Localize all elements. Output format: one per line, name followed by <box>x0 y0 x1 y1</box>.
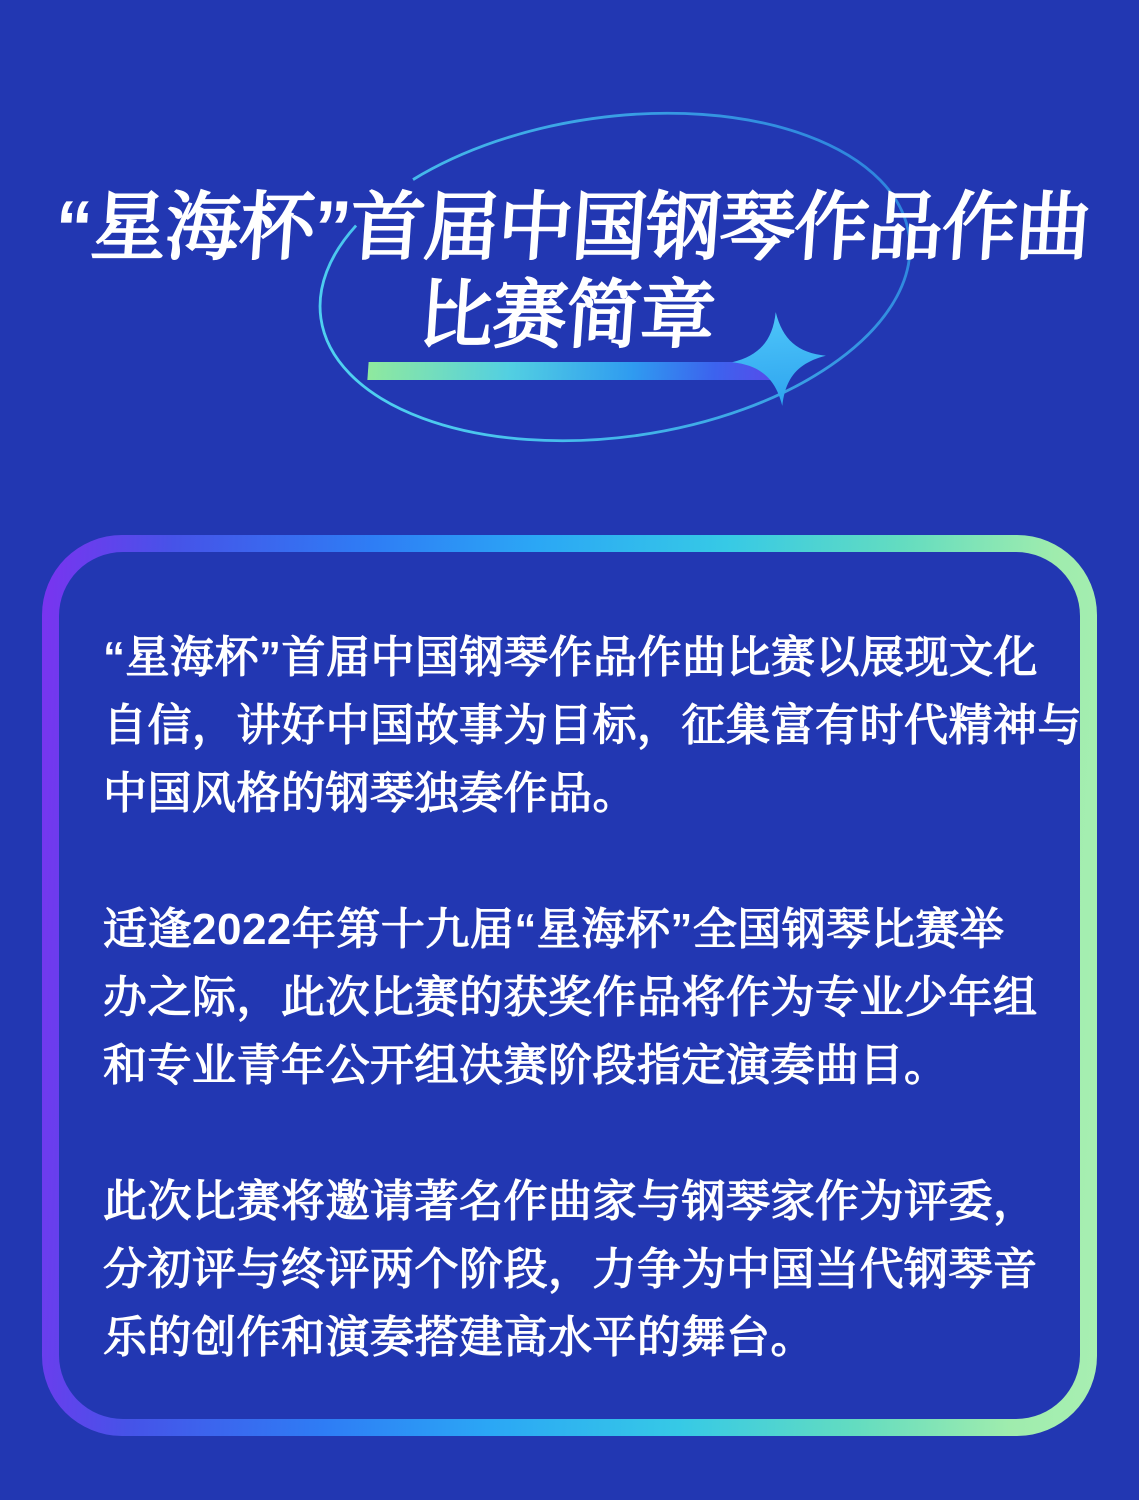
paragraph-line: “星海杯”首届中国钢琴作品作曲比赛以展现文化 <box>103 633 1038 682</box>
page-title-line1: “星海杯”首届中国钢琴作品作曲 <box>52 185 1094 269</box>
intro-paragraph-3 <box>103 1168 1038 1372</box>
intro-paragraph-1 <box>103 624 1082 828</box>
paragraph-line: 适逢2022年第十九届“星海杯”全国钢琴比赛举 <box>103 905 1005 954</box>
paragraph-line: 分初评与终评两个阶段，力争为中国当代钢琴音 <box>103 1245 1038 1294</box>
page-title-line2: 比赛简章 <box>415 273 718 357</box>
paragraph-line: 中国风格的钢琴独奏作品。 <box>103 769 637 818</box>
sparkle-star-icon <box>709 289 849 429</box>
intro-paragraph-2 <box>103 896 1038 1100</box>
paragraph-line: 自信，讲好中国故事为目标，征集富有时代精神与 <box>103 701 1082 750</box>
paragraph-line: 和专业青年公开组决赛阶段指定演奏曲目。 <box>103 1041 949 1090</box>
paragraph-line: 此次比赛将邀请著名作曲家与钢琴家作为评委， <box>103 1177 1038 1226</box>
paragraph-line: 办之际，此次比赛的获奖作品将作为专业少年组 <box>103 973 1038 1022</box>
paragraph-line: 乐的创作和演奏搭建高水平的舞台。 <box>103 1313 815 1362</box>
intro-card-body <box>59 552 1080 1419</box>
page-title <box>0 183 1139 359</box>
intro-card <box>42 535 1097 1436</box>
